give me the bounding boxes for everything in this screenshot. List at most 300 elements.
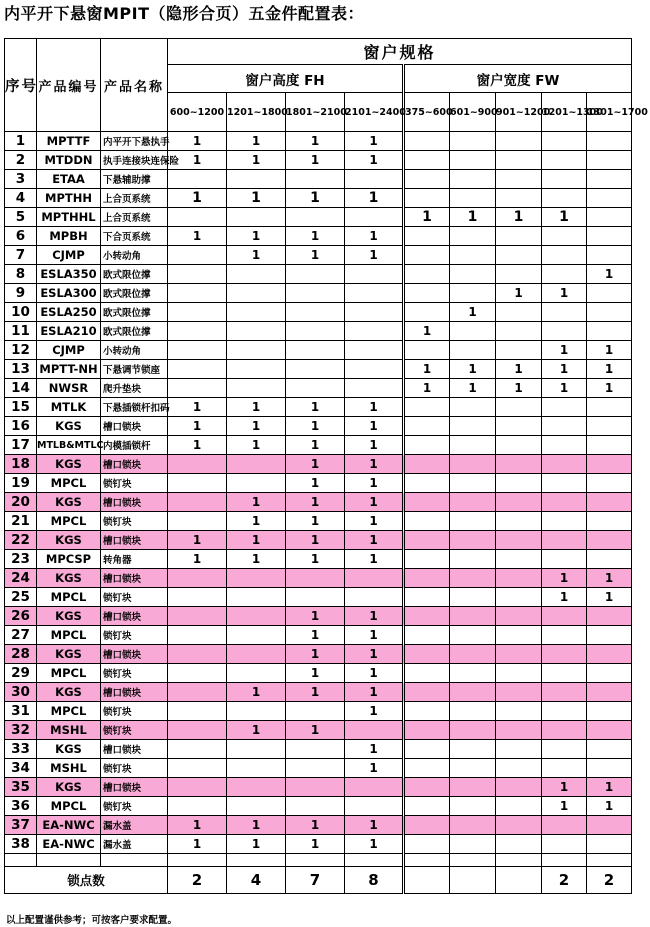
row-height-value (286, 265, 345, 284)
row-width-value (496, 322, 542, 341)
row-width-value (404, 645, 450, 664)
row-width-value: 1 (496, 379, 542, 398)
row-height-value (168, 455, 227, 474)
row-seq: 34 (5, 759, 37, 778)
row-height-value: 1 (286, 436, 345, 455)
row-height-value (227, 645, 286, 664)
row-width-value (450, 322, 496, 341)
row-width-value (496, 265, 542, 284)
row-width-value (496, 740, 542, 759)
row-seq: 3 (5, 170, 37, 189)
row-height-value: 1 (286, 626, 345, 645)
row-height-value: 1 (286, 835, 345, 854)
row-width-value (587, 759, 632, 778)
row-height-value: 1 (168, 835, 227, 854)
row-height-value: 1 (345, 550, 404, 569)
row-width-value (542, 417, 587, 436)
header-width-range: 601~900 (450, 93, 496, 132)
row-height-value (168, 569, 227, 588)
row-height-value: 1 (168, 132, 227, 151)
total-height-value: 2 (168, 867, 227, 894)
table-row (5, 132, 632, 151)
row-width-value (587, 512, 632, 531)
row-width-value (587, 493, 632, 512)
row-seq: 13 (5, 360, 37, 379)
row-height-value (227, 626, 286, 645)
row-height-value (168, 170, 227, 189)
row-width-value (587, 835, 632, 854)
row-seq: 10 (5, 303, 37, 322)
row-height-value (345, 170, 404, 189)
row-width-value (587, 455, 632, 474)
row-seq: 18 (5, 455, 37, 474)
row-height-value: 1 (345, 474, 404, 493)
table-row (5, 265, 632, 284)
row-name: 锁钉块 (101, 474, 168, 493)
row-width-value (496, 398, 542, 417)
row-name: 执手连接块连保险 (101, 151, 168, 170)
row-seq: 7 (5, 246, 37, 265)
row-height-value (168, 493, 227, 512)
row-width-value (542, 702, 587, 721)
table-row (5, 721, 632, 740)
row-height-value: 1 (286, 474, 345, 493)
row-width-value (587, 246, 632, 265)
row-width-value (542, 303, 587, 322)
page-title: 内平开下悬窗MPIT（隐形合页）五金件配置表： (4, 4, 365, 23)
row-height-value (168, 645, 227, 664)
row-width-value (542, 398, 587, 417)
row-width-value (496, 816, 542, 835)
row-width-value (450, 550, 496, 569)
row-height-value (227, 303, 286, 322)
row-code: MTLK (37, 398, 101, 417)
row-seq: 35 (5, 778, 37, 797)
row-code: MSHL (37, 721, 101, 740)
row-code: ESLA300 (37, 284, 101, 303)
row-seq: 12 (5, 341, 37, 360)
table-row (5, 626, 632, 645)
row-height-value (168, 265, 227, 284)
row-height-value: 1 (345, 151, 404, 170)
row-width-value (404, 740, 450, 759)
row-name: 上合页系统 (101, 208, 168, 227)
table-row (5, 797, 632, 816)
row-height-value (345, 322, 404, 341)
row-height-value: 1 (286, 132, 345, 151)
row-width-value (450, 626, 496, 645)
row-seq: 15 (5, 398, 37, 417)
row-code: MPCL (37, 626, 101, 645)
row-height-value: 1 (286, 151, 345, 170)
row-code: ETAA (37, 170, 101, 189)
row-seq: 17 (5, 436, 37, 455)
row-height-value (286, 170, 345, 189)
row-seq: 26 (5, 607, 37, 626)
row-width-value (450, 246, 496, 265)
row-height-value: 1 (168, 531, 227, 550)
row-width-value (496, 569, 542, 588)
row-seq: 31 (5, 702, 37, 721)
total-width-value (450, 867, 496, 894)
row-width-value (496, 493, 542, 512)
row-seq: 5 (5, 208, 37, 227)
row-width-value (496, 702, 542, 721)
row-height-value (286, 284, 345, 303)
row-width-value (587, 227, 632, 246)
row-width-value (496, 607, 542, 626)
row-height-value: 1 (227, 436, 286, 455)
row-width-value (404, 398, 450, 417)
row-width-value (450, 721, 496, 740)
row-code: KGS (37, 645, 101, 664)
row-height-value: 1 (345, 493, 404, 512)
total-width-value: 2 (542, 867, 587, 894)
row-height-value (168, 208, 227, 227)
row-width-value (587, 664, 632, 683)
row-width-value (450, 493, 496, 512)
row-width-value (542, 170, 587, 189)
row-name: 锁钉块 (101, 797, 168, 816)
header-spec: 窗户规格 (168, 39, 632, 65)
row-height-value (227, 170, 286, 189)
row-width-value: 1 (542, 284, 587, 303)
row-code: MPCL (37, 512, 101, 531)
row-name: 转角器 (101, 550, 168, 569)
row-width-value (450, 683, 496, 702)
row-name: 锁钉块 (101, 512, 168, 531)
row-name: 漏水盖 (101, 835, 168, 854)
row-name: 小转动角 (101, 246, 168, 265)
row-height-value (345, 341, 404, 360)
row-width-value (496, 455, 542, 474)
row-height-value (227, 208, 286, 227)
row-width-value (404, 778, 450, 797)
row-width-value (496, 227, 542, 246)
row-seq: 30 (5, 683, 37, 702)
row-height-value (345, 797, 404, 816)
row-height-value (286, 360, 345, 379)
row-width-value (450, 284, 496, 303)
table-row (5, 588, 632, 607)
row-height-value: 1 (227, 189, 286, 208)
header-code: 产品编号 (37, 39, 101, 132)
row-height-value (227, 455, 286, 474)
row-height-value: 1 (345, 436, 404, 455)
row-width-value (542, 265, 587, 284)
row-width-value (404, 797, 450, 816)
row-height-value: 1 (227, 721, 286, 740)
row-width-value: 1 (404, 379, 450, 398)
row-width-value (496, 664, 542, 683)
row-seq: 27 (5, 626, 37, 645)
row-width-value (404, 132, 450, 151)
row-height-value (286, 379, 345, 398)
row-seq: 14 (5, 379, 37, 398)
row-height-value (286, 322, 345, 341)
row-width-value (404, 189, 450, 208)
row-width-value (450, 341, 496, 360)
row-width-value: 1 (587, 379, 632, 398)
row-height-value: 1 (345, 740, 404, 759)
row-width-value (450, 835, 496, 854)
row-code: ESLA210 (37, 322, 101, 341)
row-width-value (496, 303, 542, 322)
row-height-value (286, 569, 345, 588)
row-width-value (404, 474, 450, 493)
header-height-range: 600~1200 (168, 93, 227, 132)
row-code: KGS (37, 531, 101, 550)
row-width-value (496, 588, 542, 607)
table-row (5, 284, 632, 303)
row-code: MTLB&MTLC (37, 436, 101, 455)
row-width-value (542, 189, 587, 208)
row-name: 锁钉块 (101, 626, 168, 645)
row-height-value: 1 (345, 189, 404, 208)
row-height-value (345, 284, 404, 303)
row-height-value (286, 778, 345, 797)
table-row (5, 455, 632, 474)
row-height-value (286, 588, 345, 607)
row-width-value (404, 531, 450, 550)
row-width-value (404, 455, 450, 474)
header-height-range: 2101~2400 (345, 93, 404, 132)
row-height-value (168, 702, 227, 721)
row-seq: 37 (5, 816, 37, 835)
row-width-value (542, 740, 587, 759)
row-width-value (450, 645, 496, 664)
row-height-value (227, 284, 286, 303)
table-row (5, 151, 632, 170)
row-width-value (496, 531, 542, 550)
row-seq: 20 (5, 493, 37, 512)
row-width-value (404, 664, 450, 683)
table-row (5, 683, 632, 702)
table-row (5, 246, 632, 265)
row-height-value (286, 208, 345, 227)
row-width-value (542, 683, 587, 702)
row-width-value: 1 (542, 778, 587, 797)
table-row (5, 493, 632, 512)
row-width-value (542, 322, 587, 341)
row-code: NWSR (37, 379, 101, 398)
row-width-value (450, 664, 496, 683)
row-seq: 9 (5, 284, 37, 303)
table-row (5, 531, 632, 550)
row-height-value: 1 (168, 151, 227, 170)
spacer-cell (227, 854, 286, 867)
header-width-range: 1301~1700 (587, 93, 632, 132)
row-width-value (404, 702, 450, 721)
row-width-value (587, 189, 632, 208)
row-width-value (587, 721, 632, 740)
row-width-value (450, 227, 496, 246)
table-row (5, 740, 632, 759)
row-width-value: 1 (450, 379, 496, 398)
table-row (5, 398, 632, 417)
row-width-value (542, 607, 587, 626)
row-width-value (450, 759, 496, 778)
row-width-value (496, 151, 542, 170)
spacer-cell (345, 854, 404, 867)
row-code: MPBH (37, 227, 101, 246)
row-width-value (450, 607, 496, 626)
row-width-value (542, 664, 587, 683)
row-height-value: 1 (227, 246, 286, 265)
row-seq: 11 (5, 322, 37, 341)
row-width-value (542, 436, 587, 455)
row-height-value (345, 360, 404, 379)
spacer-cell (450, 854, 496, 867)
row-width-value (542, 626, 587, 645)
header-name: 产品名称 (101, 39, 168, 132)
row-width-value (587, 816, 632, 835)
row-width-value (450, 189, 496, 208)
table-row (5, 664, 632, 683)
header-height-range: 1201~1800 (227, 93, 286, 132)
row-height-value: 1 (345, 702, 404, 721)
row-width-value (587, 702, 632, 721)
row-width-value (404, 341, 450, 360)
row-name: 锁钉块 (101, 664, 168, 683)
row-height-value: 1 (345, 227, 404, 246)
table-row (5, 702, 632, 721)
row-width-value: 1 (587, 588, 632, 607)
row-height-value: 1 (168, 816, 227, 835)
row-width-value: 1 (587, 265, 632, 284)
row-seq: 2 (5, 151, 37, 170)
row-width-value (542, 493, 587, 512)
row-width-value (496, 436, 542, 455)
row-code: MSHL (37, 759, 101, 778)
row-height-value (227, 379, 286, 398)
row-height-value (168, 474, 227, 493)
row-height-value (168, 341, 227, 360)
row-height-value: 1 (345, 246, 404, 265)
table-row (5, 303, 632, 322)
row-height-value (227, 588, 286, 607)
row-width-value (587, 474, 632, 493)
row-width-value (542, 455, 587, 474)
spacer-cell (168, 854, 227, 867)
row-width-value (542, 246, 587, 265)
table-row (5, 759, 632, 778)
row-code: MPCL (37, 664, 101, 683)
row-code: KGS (37, 683, 101, 702)
spacer-cell (101, 854, 168, 867)
row-width-value (404, 626, 450, 645)
row-name: 槽口锁块 (101, 493, 168, 512)
row-width-value (542, 835, 587, 854)
row-name: 内模插锁杆 (101, 436, 168, 455)
row-seq: 22 (5, 531, 37, 550)
row-height-value (168, 360, 227, 379)
row-width-value (542, 132, 587, 151)
row-height-value: 1 (168, 436, 227, 455)
row-width-value (587, 170, 632, 189)
row-width-value (587, 132, 632, 151)
row-height-value (168, 246, 227, 265)
row-code: KGS (37, 455, 101, 474)
row-height-value: 1 (286, 455, 345, 474)
row-width-value (496, 341, 542, 360)
row-height-value: 1 (168, 417, 227, 436)
row-height-value (227, 265, 286, 284)
row-width-value (450, 588, 496, 607)
total-height-value: 4 (227, 867, 286, 894)
row-height-value (168, 379, 227, 398)
table-row (5, 512, 632, 531)
row-height-value (168, 607, 227, 626)
row-code: MPTHH (37, 189, 101, 208)
row-seq: 24 (5, 569, 37, 588)
hardware-config-table (4, 38, 648, 894)
row-name: 槽口锁块 (101, 417, 168, 436)
spacer-cell (286, 854, 345, 867)
row-width-value (404, 246, 450, 265)
row-width-value (450, 474, 496, 493)
row-width-value: 1 (587, 341, 632, 360)
row-seq: 19 (5, 474, 37, 493)
row-code: KGS (37, 417, 101, 436)
row-height-value: 1 (168, 398, 227, 417)
row-width-value (496, 170, 542, 189)
row-width-value (542, 645, 587, 664)
row-height-value (345, 721, 404, 740)
row-height-value: 1 (345, 759, 404, 778)
row-name: 槽口锁块 (101, 531, 168, 550)
row-height-value (227, 759, 286, 778)
row-width-value (496, 835, 542, 854)
row-code: KGS (37, 607, 101, 626)
row-width-value (496, 759, 542, 778)
row-code: MPCL (37, 474, 101, 493)
row-width-value (450, 797, 496, 816)
row-width-value: 1 (587, 797, 632, 816)
row-height-value: 1 (286, 227, 345, 246)
row-height-value: 1 (345, 512, 404, 531)
row-width-value (542, 721, 587, 740)
table-row (5, 645, 632, 664)
row-width-value: 1 (542, 360, 587, 379)
row-height-value (168, 588, 227, 607)
total-width-value (496, 867, 542, 894)
row-name: 爬升垫块 (101, 379, 168, 398)
row-height-value (227, 664, 286, 683)
row-height-value (168, 740, 227, 759)
row-width-value: 1 (404, 208, 450, 227)
header-width-range: 1201~1300 (542, 93, 587, 132)
row-height-value (168, 303, 227, 322)
table-row (5, 170, 632, 189)
row-height-value: 1 (227, 398, 286, 417)
row-seq: 32 (5, 721, 37, 740)
row-code: MPCL (37, 702, 101, 721)
row-seq: 23 (5, 550, 37, 569)
row-height-value (227, 702, 286, 721)
spacer-cell (5, 854, 37, 867)
row-width-value (542, 550, 587, 569)
row-height-value (168, 721, 227, 740)
row-seq: 36 (5, 797, 37, 816)
row-width-value (450, 417, 496, 436)
row-width-value (404, 170, 450, 189)
row-width-value (542, 151, 587, 170)
row-width-value (450, 151, 496, 170)
row-width-value (496, 626, 542, 645)
row-width-value: 1 (587, 569, 632, 588)
row-height-value (345, 569, 404, 588)
